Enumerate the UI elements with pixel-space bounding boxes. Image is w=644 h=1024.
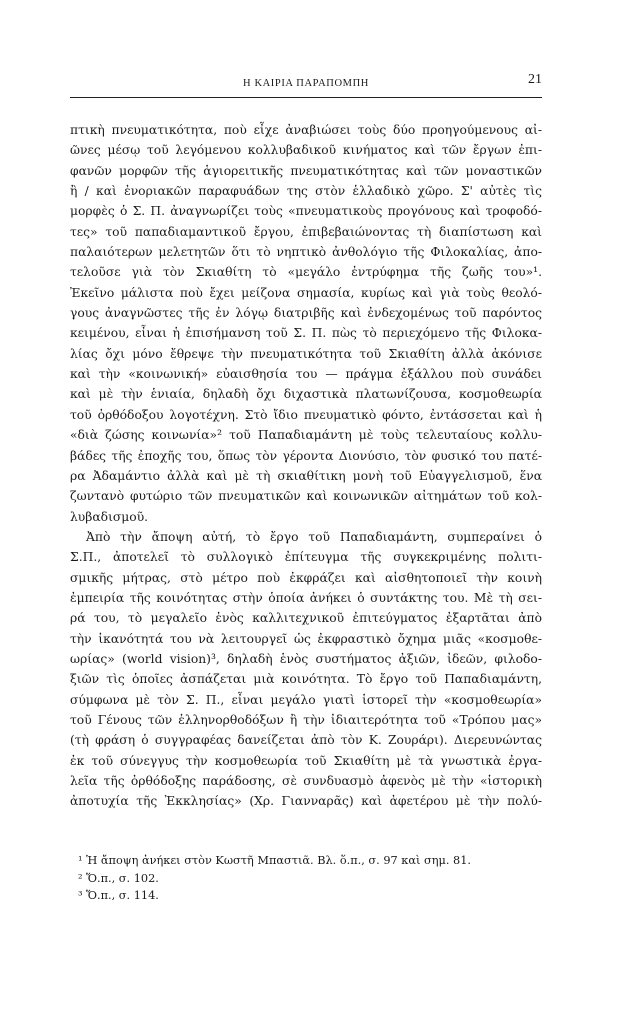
footnote: ² Ὅ.π., σ. 102. [78,871,159,885]
running-title: Η ΚΑΙΡΙΑ ΠΑΡΑΠΟΜΠΗ [243,78,369,89]
text-line: λίας ὄχι μόνο ἔθρεψε τὴν πνευματικότητα τοῦ Σκιαθίτη ἀλλὰ ἀκόνισε [70,346,542,361]
text-line: φανῶν μορφῶν τῆς ἁγιορειτικῆς πνευματικότητας καὶ τῶν μοναστικῶν [70,163,542,178]
text-line: (τὴ φράση ὁ συγγραφέας δανείζεται ἀπὸ τὸν Κ. Ζουράρι). Διερευνώντας [70,733,542,748]
text-line: λυβαδισμοῦ. [70,509,149,524]
text-line: ἐκ τοῦ σύνεγγυς τὴν κοσμοθεωρία τοῦ Σκιαθίτη μὲ τὰ γνωστικὰ ἐργα- [70,753,542,768]
footnote: ³ Ὅ.π., σ. 114. [78,889,159,902]
text-line: παλαιότερων μελετητῶν ὅτι τὸ νηπτικὸ ἀνθολόγιο τῆς Φιλοκαλίας, ἀπο- [70,245,542,260]
text-line: τὴν ἱκανότητά του νὰ λειτουργεῖ ὡς ἐκφραστικὸ ὄχημα μιᾶς «κοσμοθε- [70,631,542,646]
text-line: ἢ / καὶ ἐνοριακῶν παραφυάδων της στὸν ἑλλαδικὸ χῶρο. Σ' αὐτὲς τὶς [70,184,542,199]
text-line: Ἀπὸ τὴν ἄποψη αὐτή, τὸ ἔργο τοῦ Παπαδιαμάντη, συμπεραίνει ὁ [86,529,542,544]
text-line: ἐμπειρία τῆς κοινότητας στὴν ὁποία ἀνήκει ὁ συντάκτης του. Μὲ τὴ σει- [70,590,542,605]
text-line: Ἐκεῖνο μάλιστα ποὺ ἔχει μείζονα σημασία, κυρίως καὶ γιὰ τοὺς θεολό- [70,285,542,300]
text-line: τελοῦσε γιὰ τὸν Σκιαθίτη τὸ «μεγάλο ἐντρύφημα τῆς ζωῆς του»¹. [70,265,542,280]
text-line: σμικῆς μήτρας, στὸ μέτρο ποὺ ἐκφράζει καὶ αἰσθητοποιεῖ τὴν κοινὴ [70,570,542,585]
text-line: καὶ τὴν «κοινωνική» εὐαισθησία του — πράγμα ἐξάλλου ποὺ συνάδει [70,367,542,382]
text-line: ῶνες μέσῳ τοῦ λεγόμενου κολλυβαδικοῦ κινήματος καὶ τῶν ἔργων ἐπι- [70,143,542,158]
page-header [70,72,542,92]
text-line: «διὰ ζώσης κοινωνία»² τοῦ Παπαδιαμάντη μὲ τοὺς τελευταίους κολλυ- [70,428,542,443]
page-number: 21 [528,72,542,87]
text-line: ξιῶν τὶς ὁποῖες ἀσπάζεται μιὰ κοινότητα. Τὸ ἔργο τοῦ Παπαδιαμάντη, [70,672,542,687]
text-line: σύμφωνα μὲ τὸν Σ. Π., εἶναι μεγάλο γιατὶ ἱστορεῖ τὴν «κοσμοθεωρία» [70,692,542,707]
text-line: ρα Ἀδαμάντιο ἀλλὰ καὶ μὲ τὴ σκιαθίτικη μονὴ τοῦ Εὐαγγελισμοῦ, ἕνα [70,468,542,483]
text-line: λεῖα τῆς ὀρθόδοξης παράδοσης, σὲ συνδυασμὸ ἀφενὸς μὲ τὴν «ἱστορικὴ [70,774,542,788]
text-line: ωρίας» (world vision)³, δηλαδὴ ἑνὸς συστήματος ἀξιῶν, ἰδεῶν, φιλοδο- [70,651,542,666]
text-line: Σ.Π., ἀποτελεῖ τὸ συλλογικὸ ἐπίτευγμα τῆς συγκεκριμένης πολιτι- [70,550,542,565]
text-line: καὶ μὲ τὴν ἑνιαία, δηλαδὴ ὄχι διχαστικὰ πλατωνίζουσα, κοσμοθεωρία [70,387,542,402]
text-line: ἀποτυχία τῆς Ἐκκλησίας» (Χρ. Γιανναρᾶς) καὶ ἀφετέρου μὲ τὴν πολύ- [70,794,542,809]
text-line: τοῦ Γένους τῶν ἑλληνορθοδόξων ἢ τὴν ἰδιαιτερότητα τοῦ «Τρόπου μας» [70,712,542,727]
text-line: τες» τοῦ παπαδιαμαντικοῦ ἔργου, ἐπιβεβαιώνοντας τὴ διαπίστωση καὶ [70,224,542,239]
text-line: γους ἀναγνῶστες τῆς ἐν λόγῳ διατριβῆς καὶ ἐνδεχομένως τοῦ παρόντος [70,306,542,321]
footnote: ¹ Ἡ ἄποψη ἀνήκει στὸν Κωστῆ Μπαστιᾶ. Βλ. ὅ.π., σ. 97 καὶ σημ. 81. [78,854,471,867]
text-line: βάδες τῆς ἐποχῆς του, ὅπως τὸν γέροντα Διονύσιο, τὸν φυσικό του πατέ- [70,448,542,463]
header-rule [70,97,542,98]
text-line: κειμένου, εἶναι ἡ ἐπισήμανση τοῦ Σ. Π. πὼς τὸ περιεχόμενο τῆς Φιλοκα- [70,326,542,341]
text-line: ζωντανὸ φυτώριο τῶν πνευματικῶν καὶ κοινωνικῶν αἰτημάτων τοῦ κολ- [70,489,542,504]
text-line: μορφὲς ὁ Σ. Π. ἀναγνωρίζει τοὺς «πνευματικοὺς προγόνους καὶ τροφοδό- [70,204,542,219]
footnotes [70,852,542,905]
text-line: πτικὴ πνευματικότητα, ποὺ εἶχε ἀναβιώσει τοὺς δύο προηγούμενους αἰ- [70,123,542,137]
main-text [70,120,542,812]
text-line: ρά του, τὸ μεγαλεῖο ἑνὸς καλλιτεχνικοῦ ἐπιτεύγματος ἐξαρτᾶται ἀπὸ [70,611,542,626]
text-line: τοῦ ὀρθόδοξου λογοτέχνη. Στὸ ἴδιο πνευματικὸ φόντο, ἐντάσσεται καὶ ἡ [70,407,542,422]
